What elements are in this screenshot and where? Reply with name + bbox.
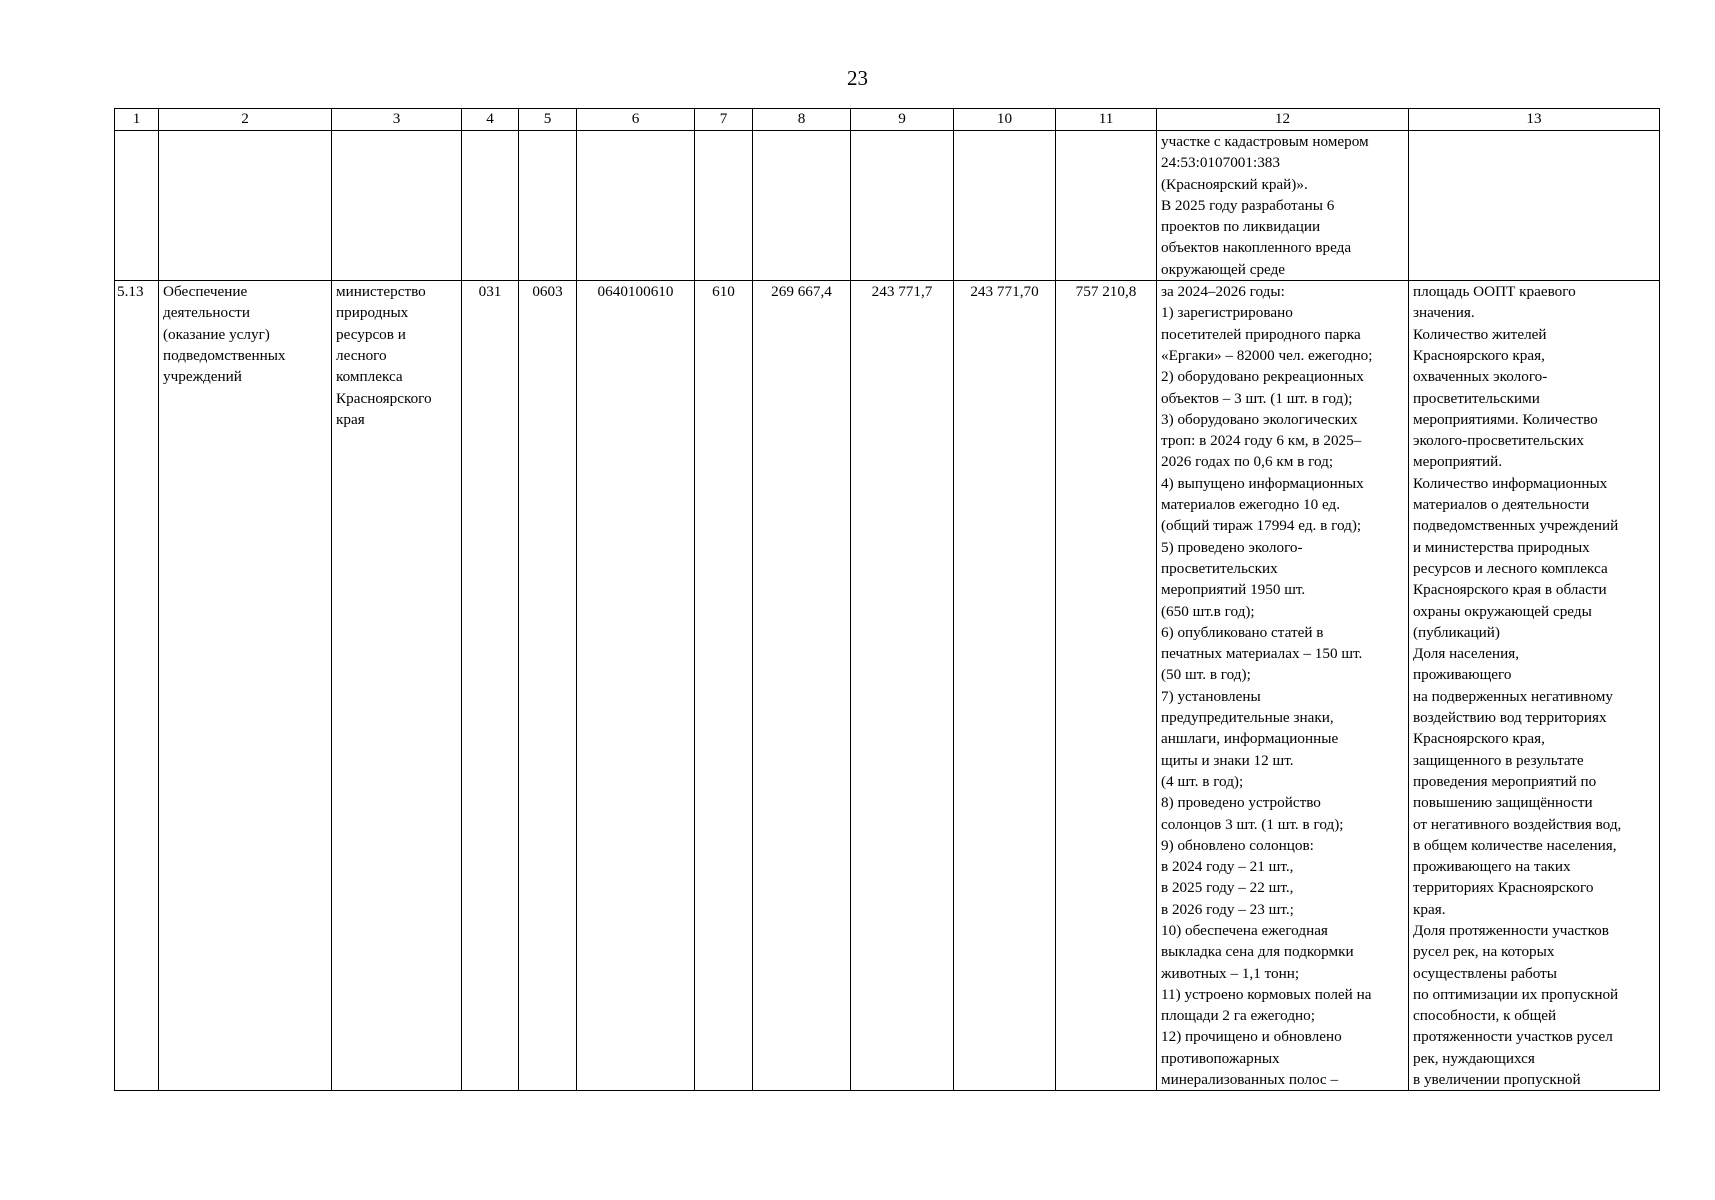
text-line: 10) обеспечена ежегодная: [1161, 921, 1328, 939]
text-line: Красноярского края,: [1413, 346, 1545, 364]
vr-code-cell: 610: [695, 281, 753, 1091]
text-line: аншлаги, информационные: [1161, 730, 1339, 748]
column-header: 2: [159, 109, 332, 131]
text-line: 2) оборудовано рекреационных: [1161, 368, 1364, 386]
text-line: мероприятиями. Количество: [1413, 410, 1598, 428]
text-line: выкладка сена для подкормки: [1161, 943, 1354, 961]
text-line: осуществлены работы: [1413, 964, 1558, 982]
text-line: площади 2 га ежегодно;: [1161, 1007, 1315, 1025]
table-cell: [753, 131, 851, 281]
text-line: министерство: [336, 283, 426, 301]
column-header: 9: [851, 109, 954, 131]
text-line: троп: в 2024 году 6 км, в 2025–: [1161, 432, 1362, 450]
text-line: ресурсов и лесного комплекса: [1413, 559, 1608, 577]
text-line: (публикаций): [1413, 623, 1500, 641]
text-line: от негативного воздействия вод,: [1413, 815, 1622, 833]
text-line: (50 шт. в год);: [1161, 666, 1251, 684]
text-line: 5) проведено эколого-: [1161, 538, 1303, 556]
text-line: в 2026 году – 23 шт.;: [1161, 900, 1294, 918]
text-line: рек, нуждающихся: [1413, 1049, 1535, 1067]
text-line: территориях Красноярского: [1413, 879, 1594, 897]
column-header: 11: [1056, 109, 1157, 131]
text-line: Красноярского: [336, 389, 432, 407]
text-line: по оптимизации их пропускной: [1413, 985, 1619, 1003]
text-line: 11) устроено кормовых полей на: [1161, 985, 1372, 1003]
text-line: повышению защищённости: [1413, 794, 1593, 812]
csr-code-cell: 0640100610: [577, 281, 695, 1091]
column-header: 4: [462, 109, 519, 131]
text-line: печатных материалах – 150 шт.: [1161, 645, 1363, 663]
table-cell: [159, 131, 332, 281]
text-line: проведения мероприятий по: [1413, 772, 1597, 790]
column-header: 10: [954, 109, 1056, 131]
text-line: мероприятий.: [1413, 453, 1503, 471]
text-line: проживающего: [1413, 666, 1512, 684]
text-line: подведомственных учреждений: [1413, 517, 1619, 535]
text-line: площадь ООПТ краевого: [1413, 283, 1576, 301]
text-line: проживающего на таких: [1413, 858, 1571, 876]
text-line: окружающей среде: [1161, 260, 1286, 278]
text-line: (общий тираж 17994 ед. в год);: [1161, 517, 1362, 535]
text-line: животных – 1,1 тонн;: [1161, 964, 1300, 982]
table-cell: [1409, 131, 1660, 281]
table-cell: [577, 131, 695, 281]
text-line: щиты и знаки 12 шт.: [1161, 751, 1294, 769]
text-line: объектов накопленного вреда: [1161, 239, 1352, 257]
text-line: в увеличении пропускной: [1413, 1071, 1581, 1089]
table-cell: [851, 131, 954, 281]
text-line: мероприятий 1950 шт.: [1161, 581, 1306, 599]
text-line: 2026 годах по 0,6 км в год;: [1161, 453, 1334, 471]
text-line: эколого-просветительских: [1413, 432, 1584, 450]
text-line: 9) обновлено солонцов:: [1161, 836, 1314, 854]
table-cell: [954, 131, 1056, 281]
text-line: защищенного в результате: [1413, 751, 1584, 769]
text-line: 8) проведено устройство: [1161, 794, 1321, 812]
text-line: Обеспечение: [163, 283, 248, 301]
text-line: Красноярского края в области: [1413, 581, 1607, 599]
text-line: 24:53:0107001:383: [1161, 154, 1280, 172]
column-header: 1: [115, 109, 159, 131]
text-line: в 2024 году – 21 шт.,: [1161, 858, 1294, 876]
text-line: материалов ежегодно 10 ед.: [1161, 496, 1341, 514]
text-line: воздействию вод территориях: [1413, 709, 1607, 727]
header-row: [115, 109, 1660, 131]
text-line: края.: [1413, 900, 1446, 918]
column-header: 12: [1157, 109, 1409, 131]
text-line: способности, к общей: [1413, 1007, 1557, 1025]
text-line: противопожарных: [1161, 1049, 1280, 1067]
text-line: в 2025 году – 22 шт.,: [1161, 879, 1294, 897]
text-line: деятельности: [163, 304, 250, 322]
text-line: Количество информационных: [1413, 474, 1608, 492]
text-line: просветительскими: [1413, 389, 1540, 407]
text-line: 3) оборудовано экологических: [1161, 410, 1358, 428]
text-line: подведомственных: [163, 346, 286, 364]
table-cell: [115, 131, 159, 281]
column-header: 6: [577, 109, 695, 131]
text-line: края: [336, 410, 365, 428]
table-cell: [462, 131, 519, 281]
amount-2026-cell: 243 771,70: [954, 281, 1056, 1091]
text-line: (650 шт.в год);: [1161, 602, 1255, 620]
text-line: учреждений: [163, 368, 242, 386]
text-line: значения.: [1413, 304, 1475, 322]
table-row-continuation: [115, 131, 1660, 281]
text-line: предупредительные знаки,: [1161, 709, 1334, 727]
text-line: ресурсов и: [336, 325, 406, 343]
text-line: проектов по ликвидации: [1161, 218, 1321, 236]
amount-2025-cell: 243 771,7: [851, 281, 954, 1091]
text-line: материалов о деятельности: [1413, 496, 1590, 514]
grbs-code-cell: 031: [462, 281, 519, 1091]
table-cell: [519, 131, 577, 281]
activity-name-cell: [159, 281, 332, 1091]
text-line: (оказание услуг): [163, 325, 270, 343]
column-header: 5: [519, 109, 577, 131]
executor-cell: [332, 281, 462, 1091]
table-cell: [1056, 131, 1157, 281]
text-line: 7) установлены: [1161, 687, 1261, 705]
text-line: Количество жителей: [1413, 325, 1547, 343]
expected-result-cell: [1157, 281, 1409, 1091]
table-row-5-13: [115, 281, 1660, 1091]
text-line: 1) зарегистрировано: [1161, 304, 1293, 322]
text-line: минерализованных полос –: [1161, 1071, 1339, 1089]
program-table: [114, 108, 1660, 1091]
text-line: протяженности участков русел: [1413, 1028, 1613, 1046]
amount-2024-cell: 269 667,4: [753, 281, 851, 1091]
continuation-result-cell: [1157, 131, 1409, 281]
text-line: комплекса: [336, 368, 403, 386]
text-line: участке с кадастровым номером: [1161, 133, 1369, 150]
text-line: посетителей природного парка: [1161, 325, 1361, 343]
table-cell: [695, 131, 753, 281]
column-header: 13: [1409, 109, 1660, 131]
text-line: В 2025 году разработаны 6: [1161, 196, 1335, 214]
text-line: Красноярского края,: [1413, 730, 1545, 748]
text-line: (Красноярский край)».: [1161, 175, 1308, 193]
table-cell: [332, 131, 462, 281]
text-line: русел рек, на которых: [1413, 943, 1555, 961]
text-line: Доля населения,: [1413, 645, 1520, 663]
row-number-cell: 5.13: [115, 281, 159, 1091]
column-header: 8: [753, 109, 851, 131]
text-line: в общем количестве населения,: [1413, 836, 1617, 854]
text-line: и министерства природных: [1413, 538, 1590, 556]
text-line: солонцов 3 шт. (1 шт. в год);: [1161, 815, 1344, 833]
column-header: 3: [332, 109, 462, 131]
text-line: 12) прочищено и обновлено: [1161, 1028, 1342, 1046]
text-line: лесного: [336, 346, 387, 364]
indicator-cell: [1409, 281, 1660, 1091]
text-line: просветительских: [1161, 559, 1278, 577]
text-line: объектов – 3 шт. (1 шт. в год);: [1161, 389, 1353, 407]
text-line: природных: [336, 304, 409, 322]
text-line: 6) опубликовано статей в: [1161, 623, 1324, 641]
text-line: 4) выпущено информационных: [1161, 474, 1364, 492]
text-line: (4 шт. в год);: [1161, 772, 1244, 790]
page-number: 23: [847, 66, 868, 90]
text-line: Доля протяженности участков: [1413, 921, 1609, 939]
text-line: охраны окружающей среды: [1413, 602, 1592, 620]
text-line: «Ергаки» – 82000 чел. ежегодно;: [1161, 346, 1373, 364]
text-line: охваченных эколого-: [1413, 368, 1548, 386]
text-line: за 2024–2026 годы:: [1161, 283, 1285, 301]
amount-total-cell: 757 210,8: [1056, 281, 1157, 1091]
rzpr-code-cell: 0603: [519, 281, 577, 1091]
text-line: на подверженных негативному: [1413, 687, 1613, 705]
column-header: 7: [695, 109, 753, 131]
